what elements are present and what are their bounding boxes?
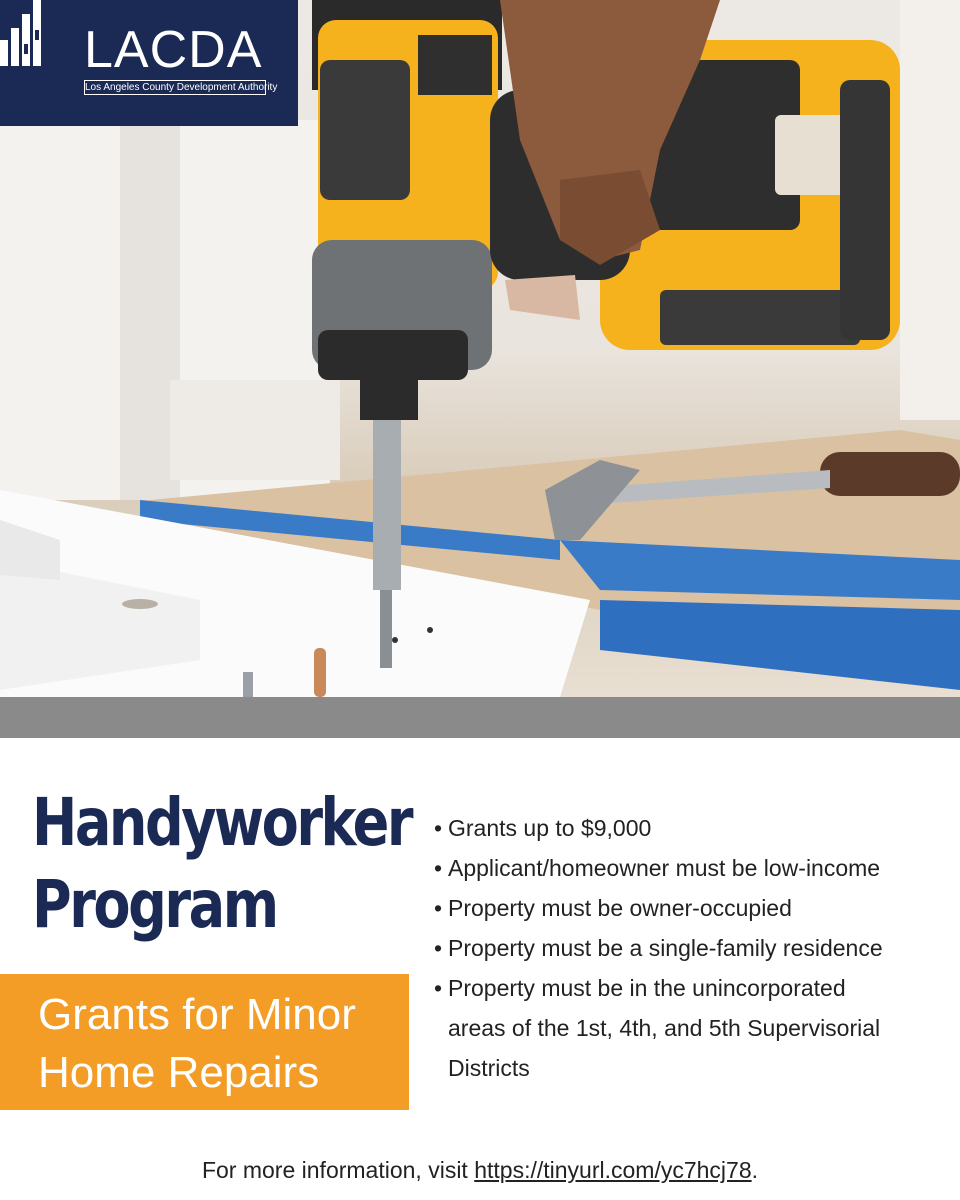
list-item (434, 848, 934, 888)
bullet-text: Applicant/homeowner must be low-income (448, 855, 881, 881)
list-item-continuation (434, 1008, 934, 1048)
bullet-icon: • (434, 935, 443, 961)
footer-info (0, 1154, 960, 1186)
list-item (434, 888, 934, 928)
bullet-text: areas of the 1st, 4th, and 5th Supervisorial (448, 1015, 881, 1041)
logo-name: LACDA (84, 21, 263, 79)
bullet-text: Property must be in the unincorporated (448, 975, 846, 1001)
logo-banner (0, 0, 298, 126)
bullet-icon: • (434, 895, 443, 921)
subtitle-box (0, 974, 409, 1110)
bullet-icon: • (434, 815, 443, 841)
subtitle-line-2: Home Repairs (38, 1048, 320, 1097)
list-item (434, 928, 934, 968)
subtitle-line-1: Grants for Minor (38, 990, 356, 1039)
list-item (434, 808, 934, 848)
list-item (434, 968, 934, 1008)
logo-subtitle: Los Angeles County Development Authority (85, 82, 278, 93)
eligibility-list (434, 808, 934, 1088)
footer-suffix: . (751, 1157, 759, 1183)
bullet-text: Property must be a single-family residence (448, 935, 883, 961)
list-item-continuation (434, 1048, 934, 1088)
footer-prefix: For more information, visit (201, 1157, 475, 1183)
gray-band (0, 697, 960, 738)
program-title (32, 782, 412, 946)
bullet-text: Grants up to $9,000 (448, 815, 652, 841)
bullet-text: Property must be owner-occupied (448, 895, 792, 921)
bullet-icon: • (434, 855, 443, 881)
bullet-text: Districts (448, 1055, 530, 1081)
info-link[interactable]: https://tinyurl.com/yc7hcj78 (474, 1157, 752, 1183)
title-line-2: Program (32, 866, 277, 943)
title-line-1: Handyworker (32, 784, 412, 861)
building-icon (0, 0, 46, 66)
bullet-icon: • (434, 975, 443, 1001)
